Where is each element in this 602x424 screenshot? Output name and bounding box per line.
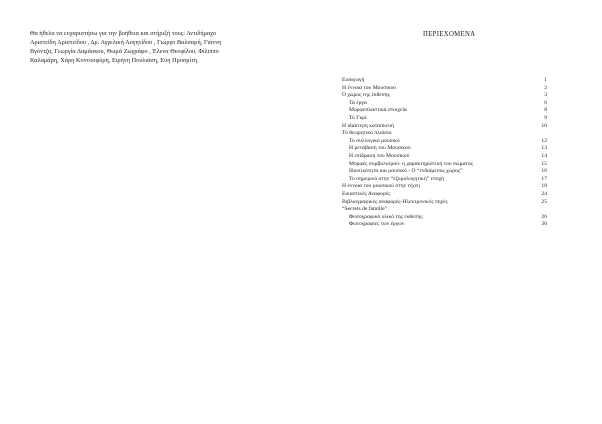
toc-entry <box>342 138 547 146</box>
toc-entry <box>342 77 547 85</box>
toc-entry-label: Η επίδραση του Μουσικού <box>349 152 410 159</box>
toc-entry <box>342 161 547 169</box>
toc-entry-page: 12 <box>541 137 547 144</box>
toc-entry <box>342 206 547 214</box>
toc-entry-label: Ιδιωτικότητα και μουσικό - Ο “ενδιάμεσος χώρος” <box>349 168 463 175</box>
toc-entry <box>342 168 547 176</box>
toc-entry-page: 13 <box>541 145 547 152</box>
toc-entry-label: Μορφοπλαστικά στοιχεία <box>349 107 407 114</box>
toc-entry-page: 14 <box>541 152 547 159</box>
toc-entry-page: 24 <box>541 190 547 197</box>
toc-entry-page: 17 <box>541 175 547 182</box>
toc-entry-label: Βιβλιογραφικές αναφορές-Ηλεκτρονικές πηγές <box>342 198 448 205</box>
toc-entry-label: Φωτογραφίες των έργων <box>349 221 405 228</box>
toc-entry <box>342 100 547 108</box>
acknowledgement-line: Θα ήθελα να ευχαριστήσω για την βοήθεια και στήριξή τους: Αντιδήμαχο <box>30 30 217 37</box>
acknowledgement-line: Βγόντζα, Γεωργία Δαμάσκου, Θωμά Ζωγράφο , Έλενα Θεοφίλου, Φίλιππο <box>30 48 219 55</box>
toc-entry-label: Η έννοια του Μουσικού <box>342 84 397 91</box>
toc-entry-label: Η μετάβαση του Μουσικού <box>349 145 411 152</box>
toc-entry <box>342 183 547 191</box>
toc-entry-page: 9 <box>544 114 547 121</box>
toc-entry-label: Εισαγωγή <box>342 77 365 83</box>
acknowledgement-paragraph <box>30 29 280 65</box>
toc-entry <box>342 221 547 229</box>
toc-entry-label: Η ιδιαίτερη κατασκευή <box>342 122 394 129</box>
toc-entry <box>342 176 547 184</box>
acknowledgement-line: Αριστείδη Αριστείδου , Δρ. Αγγελική Αυγητίδου , Γιώργο Βαλσαμή, Γιάννη <box>30 39 222 46</box>
toc-entry-label: Το σημερινό στην “εξομολογητική” εποχή <box>349 175 445 182</box>
toc-entry <box>342 92 547 100</box>
toc-entry-page: 2 <box>544 84 547 91</box>
toc-entry-label: “Secrets de famille” <box>342 206 388 213</box>
toc-entry <box>342 107 547 115</box>
toc-entry <box>342 199 547 207</box>
acknowledgement-line: Καλαμάρη, Χάρη Κοντοσφύρη, Ειρήνη Πουλιάση, Εύη Προσμίτη. <box>30 57 199 64</box>
toc-entry-page: 26 <box>541 213 547 220</box>
toc-entry-page: 16 <box>541 168 547 175</box>
toc-entry-page: 10 <box>541 122 547 129</box>
toc-entry-label: Το Γκρί <box>349 114 367 121</box>
toc-entry-label: Μορφές συμβολισμού- η χαρακτηρίστική του σώματος <box>349 160 473 167</box>
toc-entry-page: 15 <box>541 160 547 167</box>
toc-entry-page: 3 <box>544 92 547 99</box>
toc-entry <box>342 214 547 222</box>
toc-entry-page: 18 <box>541 183 547 190</box>
toc-entry-label: Φωτογραφικό υλικό της έκθεσης <box>349 213 423 220</box>
toc-entry-page: 6 <box>544 99 547 106</box>
toc-entry <box>342 130 547 138</box>
toc-entry <box>342 153 547 161</box>
toc-entry-label: Ο χώρος της έκθεσης <box>342 92 390 99</box>
table-of-contents <box>342 77 547 229</box>
toc-entry <box>342 145 547 153</box>
toc-entry-label: Η έννοια του μουσικού στην τέχνη <box>342 183 421 190</box>
toc-entry-page: 8 <box>544 107 547 114</box>
toc-entry <box>342 115 547 123</box>
toc-entry-label: Το συλλογικό μουσικό <box>349 137 400 144</box>
toc-entry-label: Τα έργα <box>349 99 367 106</box>
toc-entry <box>342 85 547 93</box>
toc-entry-page: 30 <box>541 221 547 228</box>
toc-entry-page: 1 <box>544 77 547 83</box>
toc-entry-label: Το θεωρητικό πλαίσιο <box>342 130 392 137</box>
toc-title: ΠΕΡΙΕΧΟΜΕΝΑ <box>423 31 476 38</box>
toc-entry <box>342 123 547 131</box>
toc-entry-label: Εικαστικές Αναφορές <box>342 190 391 197</box>
toc-entry <box>342 191 547 199</box>
toc-entry-page: 25 <box>541 198 547 205</box>
